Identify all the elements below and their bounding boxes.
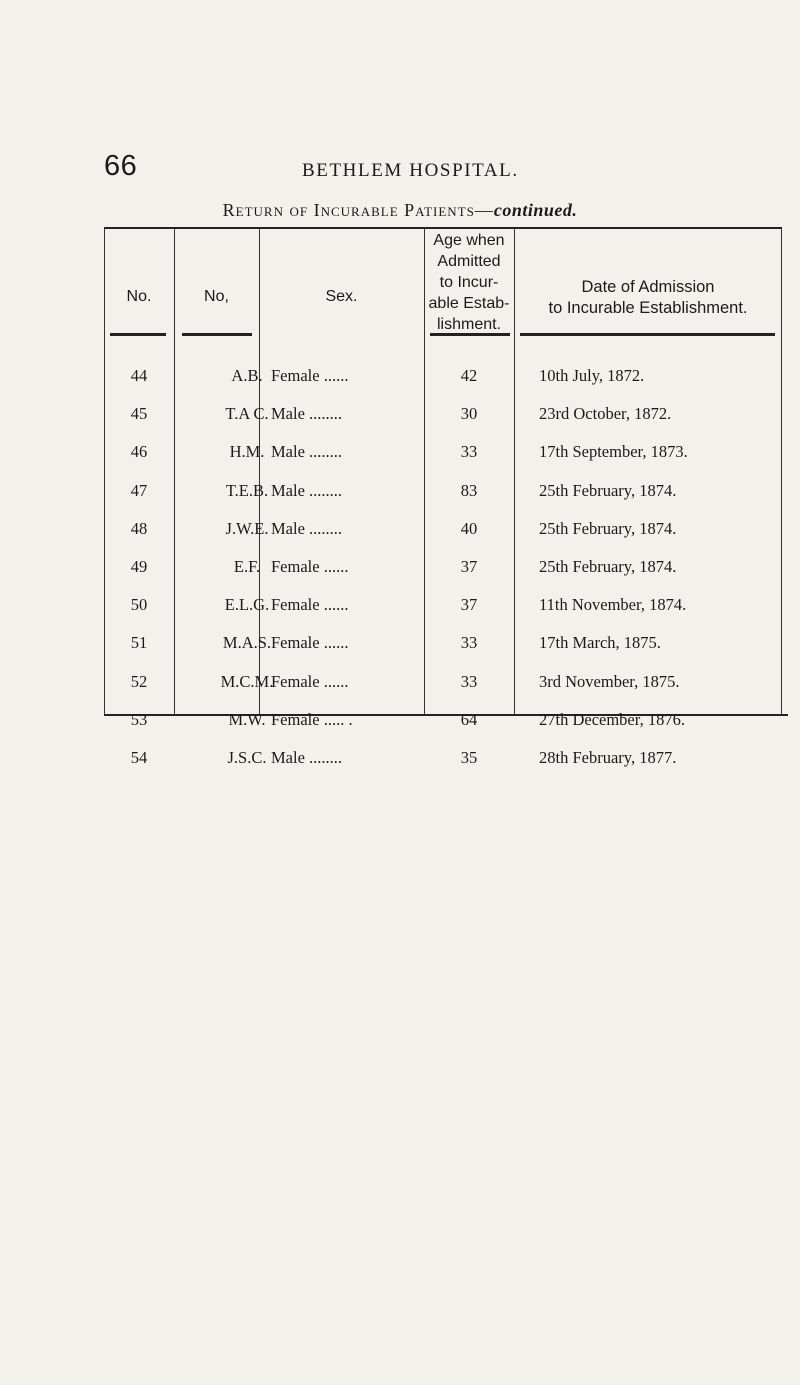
cell-sex: Male ........ [271,404,343,424]
cell-sex: Male ........ [271,480,343,500]
caption-continued: continued. [493,200,578,220]
cell-sex: Female ...... [271,557,349,576]
cell-age: 37 [460,595,478,615]
cell-age: 83 [460,480,478,500]
page-number: 66 [104,150,138,182]
cell-no: 47 [130,480,148,500]
cell-initials: E.L.G. [224,595,270,615]
cell-age: 40 [460,518,478,538]
cell-initials: M.W. [228,709,266,729]
cell-no: 49 [130,557,148,576]
header-underline [110,333,166,336]
cell-sex: Female ...... [271,366,349,385]
cell-initials: M.A.S. [222,633,272,653]
cell-date: 25th February, 1874. [539,518,677,538]
cell-no: 45 [130,404,148,424]
cell-sex: Female ...... [271,671,349,691]
header-date [514,277,782,319]
cell-date: 3rd November, 1875. [539,671,680,691]
cell-sex: Male ........ [271,518,343,538]
cell-age: 33 [460,442,478,462]
cell-date: 11th November, 1874. [539,595,687,615]
cell-no: 46 [130,442,148,462]
cell-age: 42 [460,366,478,385]
cell-age: 64 [460,709,478,729]
cell-date: 23rd October, 1872. [539,404,672,424]
table-caption [0,200,800,221]
cell-date: 17th September, 1873. [539,442,688,462]
cell-initials: M.C.M. [220,671,274,691]
cell-sex: Male ........ [271,442,343,462]
header-underline [182,333,252,336]
cell-no: 54 [130,748,148,767]
cell-sex: Female ...... [271,633,349,653]
cell-initials: J.S.C. [227,748,267,767]
cell-initials: A.B. [231,366,263,385]
cell-initials: J.W.E. [225,518,269,538]
cell-date: 25th February, 1874. [539,480,677,500]
cell-sex: Female ...... [271,595,349,615]
cell-no: 51 [130,633,148,653]
caption-dash: — [474,200,494,220]
cell-age: 35 [460,748,478,767]
cell-sex: Female ..... . [271,709,353,729]
cell-initials: T.A C. [225,404,269,424]
cell-initials: T.E.B. [225,480,269,500]
header-age-text: Age when Admitted to Incur- able Estab- lishment. [428,232,510,333]
header-date-text: Date of Admission to Incurable Establishment. [548,278,748,317]
cell-date: 17th March, 1875. [539,633,661,653]
caption-title: Return of Incurable Patients [222,200,475,220]
header-sex: Sex. [325,288,358,305]
cell-no: 48 [130,518,148,538]
cell-age: 37 [460,557,478,576]
cell-age: 30 [460,404,478,424]
cell-date: 10th July, 1872. [539,366,645,385]
cell-date: 25th February, 1874. [539,557,677,576]
table-top-rule [104,227,782,229]
header-no: No. [126,288,152,305]
cell-no: 53 [130,709,148,729]
header-initials: No, [204,288,229,305]
cell-initials: E.F. [233,557,261,576]
cell-no: 50 [130,595,148,615]
cell-initials: H.M. [229,442,265,462]
cell-age: 33 [460,633,478,653]
running-head: BETHLEM HOSPITAL. [302,160,519,181]
header-age [424,230,514,335]
cell-sex: Male ........ [271,748,343,767]
header-underline [520,333,775,336]
cell-no: 52 [130,671,148,691]
cell-no: 44 [130,366,148,385]
cell-date: 28th February, 1877. [539,748,677,767]
cell-age: 33 [460,671,478,691]
cell-date: 27th December, 1876. [539,709,685,729]
